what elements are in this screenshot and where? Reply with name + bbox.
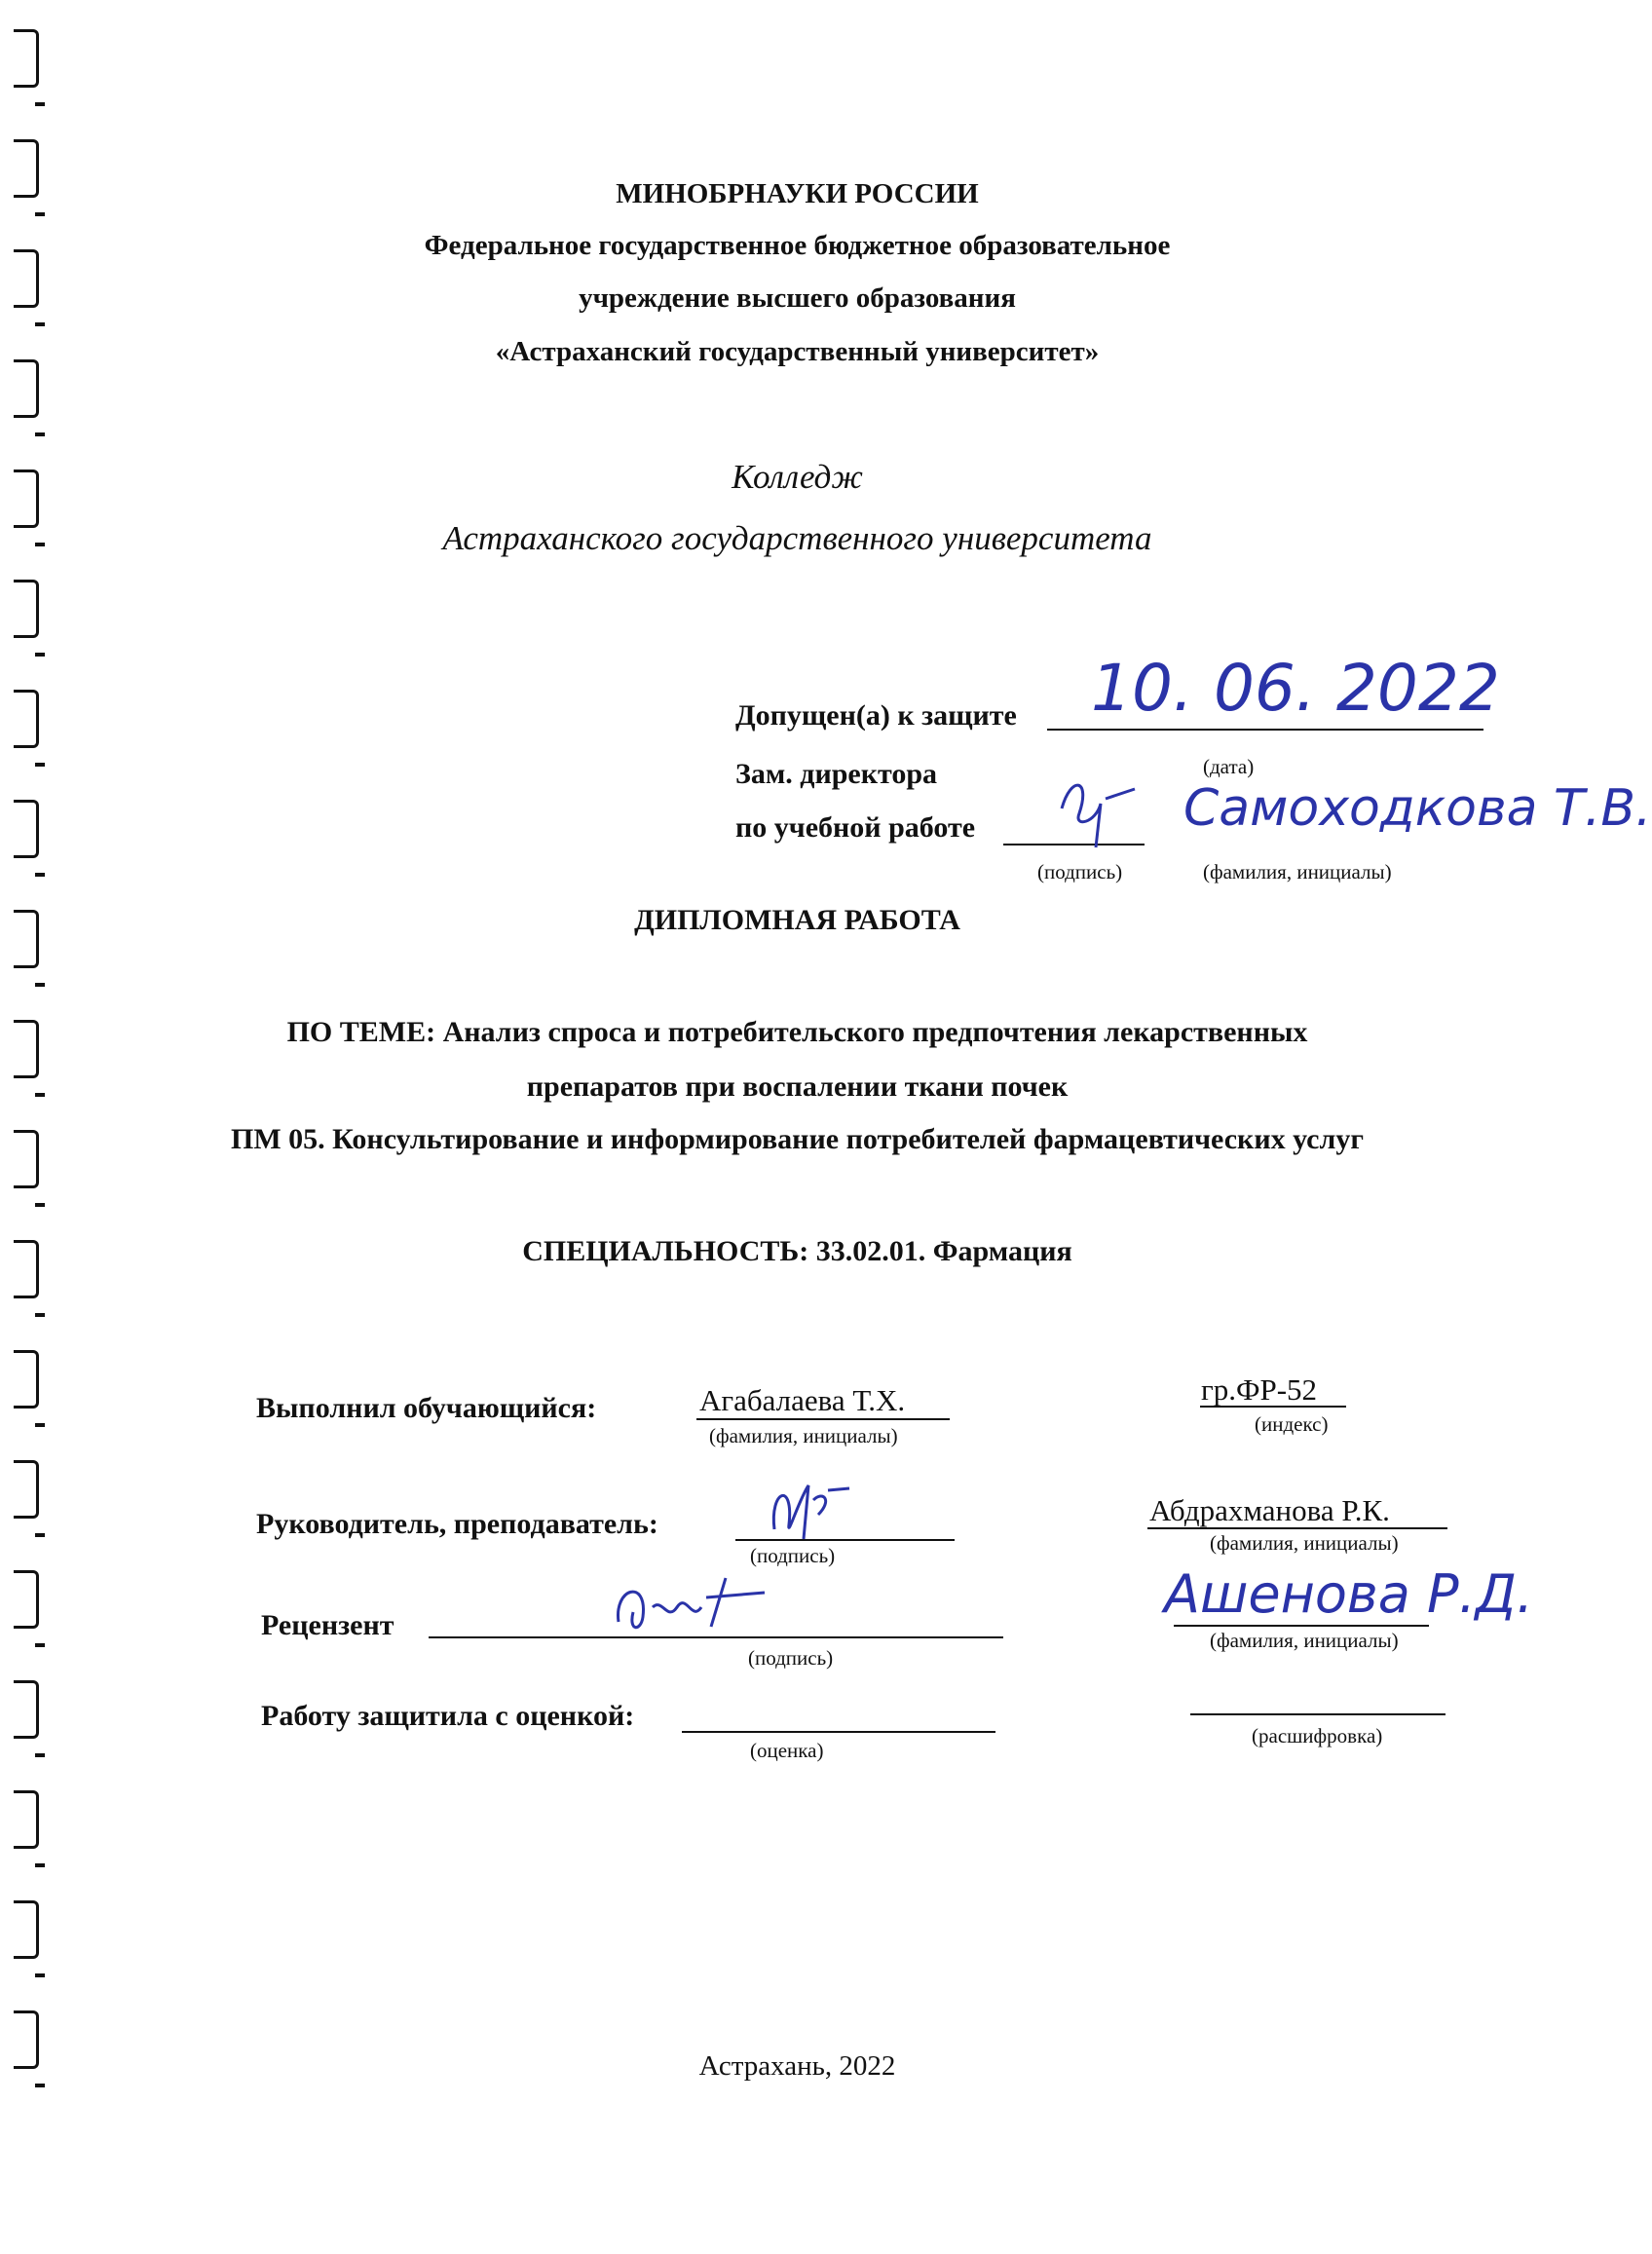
date-line: [1047, 729, 1483, 731]
deputy-signature-caption: (подпись): [1037, 860, 1123, 883]
grade-line: [682, 1731, 995, 1733]
binder-ring: [14, 1680, 39, 1739]
deputy-label-1: Зам. директора: [735, 758, 938, 790]
student-group-caption: (индекс): [1255, 1412, 1329, 1436]
binder-ring: [14, 690, 39, 748]
specialty: СПЕЦИАЛЬНОСТЬ: 33.02.01. Фармация: [522, 1235, 1072, 1267]
student-name-line: [696, 1418, 950, 1420]
student-group-line: [1200, 1406, 1346, 1408]
institution-line-1: Федеральное государственное бюджетное образовательное: [424, 230, 1171, 261]
college-line-1: Колледж: [732, 458, 863, 496]
deputy-name-caption: (фамилия, инициалы): [1203, 860, 1392, 883]
supervisor-label: Руководитель, преподаватель:: [256, 1508, 658, 1540]
reviewer-name-line: [1174, 1625, 1429, 1627]
binder-ring: [14, 1790, 39, 1849]
binder-tick: [35, 653, 45, 657]
topic-line-2: препаратов при воспалении ткани почек: [526, 1071, 1069, 1103]
binder-ring: [14, 1460, 39, 1519]
binder-ring: [14, 29, 39, 88]
admitted-label: Допущен(а) к защите: [735, 699, 1017, 732]
binder-tick: [35, 1753, 45, 1757]
student-name-caption: (фамилия, инициалы): [709, 1424, 898, 1447]
university-name: «Астраханский государственный университет»: [495, 336, 1100, 367]
binder-ring: [14, 1570, 39, 1629]
binder-tick: [35, 873, 45, 877]
grade-decode-line: [1190, 1713, 1446, 1715]
grade-label: Работу защитила с оценкой:: [261, 1700, 635, 1732]
binder-tick: [35, 2084, 45, 2087]
student-name: Агабалаева Т.Х.: [699, 1383, 906, 1417]
student-group: гр.ФР-52: [1201, 1372, 1318, 1407]
binder-tick: [35, 1203, 45, 1207]
binder-ring: [14, 1900, 39, 1959]
binder-tick: [35, 1643, 45, 1647]
binder-tick: [35, 1533, 45, 1537]
binder-tick: [35, 1423, 45, 1427]
supervisor-name-line: [1147, 1527, 1447, 1529]
binder-tick: [35, 1313, 45, 1317]
supervisor-name-caption: (фамилия, инициалы): [1210, 1531, 1399, 1555]
module-line: ПМ 05. Консультирование и информирование потребителей фармацевтических услуг: [231, 1123, 1364, 1155]
institution-line-2: учреждение высшего образования: [579, 282, 1016, 314]
binder-ring: [14, 800, 39, 858]
topic-line-1: ПО ТЕМЕ: Анализ спроса и потребительского предпочтения лекарственных: [286, 1016, 1308, 1048]
ministry-heading: МИНОБРНАУКИ РОССИИ: [616, 178, 979, 209]
deputy-label-2: по учебной работе: [735, 811, 976, 844]
binder-tick: [35, 212, 45, 216]
reviewer-signature: [609, 1568, 784, 1646]
reviewer-name-caption: (фамилия, инициалы): [1210, 1629, 1399, 1652]
handwritten-date: 10. 06. 2022: [1091, 651, 1500, 726]
binder-tick: [35, 983, 45, 987]
document-title: ДИПЛОМНАЯ РАБОТА: [634, 904, 960, 936]
reviewer-label: Рецензент: [261, 1609, 394, 1641]
grade-caption: (оценка): [750, 1739, 824, 1762]
college-line-2: Астраханского государственного университета: [442, 519, 1152, 557]
binder-tick: [35, 763, 45, 767]
city-year: Астрахань, 2022: [698, 2050, 896, 2082]
reviewer-name-handwritten: Ашенова Р.Д.: [1164, 1563, 1534, 1625]
binder-ring: [14, 1350, 39, 1409]
grade-decode-caption: (расшифровка): [1252, 1724, 1383, 1747]
student-label: Выполнил обучающийся:: [256, 1392, 597, 1424]
binder-tick: [35, 1973, 45, 1977]
binder-ring: [14, 359, 39, 418]
binder-tick: [35, 432, 45, 436]
supervisor-signature: [760, 1471, 857, 1549]
date-caption: (дата): [1203, 755, 1255, 778]
deputy-name-handwritten: Самоходкова Т.В.: [1183, 779, 1652, 838]
binder-tick: [35, 1863, 45, 1867]
supervisor-signature-caption: (подпись): [750, 1544, 836, 1567]
binder-tick: [35, 102, 45, 106]
deputy-signature: [1052, 770, 1140, 857]
supervisor-name: Абдрахманова Р.К.: [1149, 1493, 1390, 1527]
reviewer-signature-caption: (подпись): [748, 1646, 834, 1670]
binder-tick: [35, 322, 45, 326]
binder-ring: [14, 580, 39, 638]
